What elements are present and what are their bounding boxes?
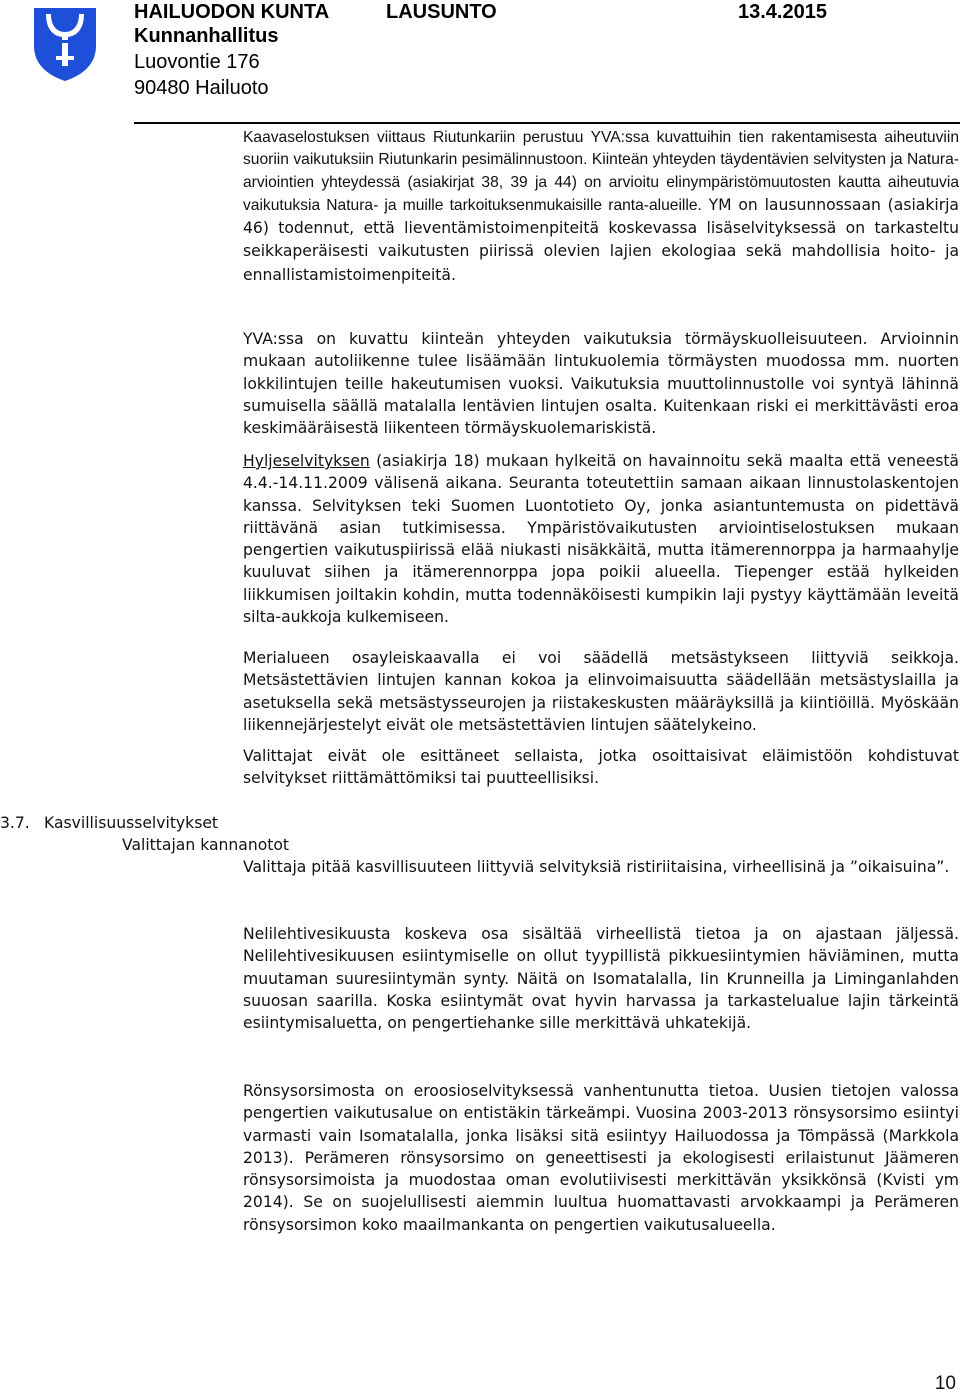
paragraph-riutunkari-part-a: Kaavaselostuksen viittaus Riutunkariin perustuu YVA:ssa kuvattuihin tien rakentamisesta aiheutuviin suoriin vaikutuksiin Riutunkarin pesimälinnustoon. Kiinteän yhteyden täydentävien selvitysten ja Natura-arviointien yhteydessä (asiakirjat 38, 39 ja 44) on arvioitu elinympäristömuutosten kautta aiheutuvia vaikutuksia Natura- ja muille tarkoituksenmukaisille ranta-alueille. <box>243 129 959 214</box>
page-number: 10 <box>934 1373 956 1394</box>
header-divider <box>134 122 960 124</box>
paragraph-collision-mortality: YVA:ssa on kuvattu kiinteän yhteyden vaikutuksia törmäyskuolleisuuteen. Arvioinnin mukaan autoliikenne tulee lisäämään lintukuolemia törmäysten muodossa mm. nuorten lokkilintujen teille hakeutumisen vuoksi. Vaikutuksia muuttolinnustolle voi syntyä lähinnä sumuisella säällä matalalla lentävien lintujen osalta. Kuitenkaan riski ei merkittävästi eroa keskimääräisestä liikenteen törmäyskuolemariskistä. <box>243 330 959 438</box>
paragraph-riutunkari-part-b: YM on lausunnossaan (asiakirja 46) todennut, että lieventämistoimenpiteitä koskevassa lisäselvityksessä on tarkasteltu seikkaperäisesti vaikutusten piirissä olevien lajien ekologiaa sekä mahdollisia hoito- ja ennallistamistoimenpiteitä. <box>243 195 959 284</box>
postal-address: 90480 Hailuoto <box>134 77 269 99</box>
municipal-coat-of-arms-icon <box>32 6 98 82</box>
paragraph-hunting: Merialueen osayleiskaavalla ei voi säädellä metsästykseen liittyviä seikkoja. Metsästettävien lintujen kannan kokoa ja elinvoimaisuutta säädellään metsästyslailla ja asetuksella sekä metsästysseurojen ja riistakeskusten määräyksillä ja kiintiöillä. Myöskään liikennejärjestelyt eivät ole metsästettävien lintujen säätelykeino. <box>243 649 959 734</box>
paragraph-riutunkari <box>243 127 959 287</box>
document-type: LAUSUNTO <box>386 1 497 23</box>
section-title: Kasvillisuusselvitykset <box>44 814 219 832</box>
paragraph-fauna-conclusion: Valittajat eivät ole esittäneet sellaista, jotka osoittaisivat eläimistöön kohdistuvat selvitykset riittämättömiksi tai puutteellisiksi. <box>243 747 959 788</box>
municipality-name: HAILUODON KUNTA <box>134 1 330 23</box>
department-name: Kunnanhallitus <box>134 25 279 47</box>
paragraph-nelilehtivesikuusi: Nelilehtivesikuusta koskeva osa sisältää virheellistä tietoa ja on ajastaan jäljessä. Nelilehtivesikuusen esiintymiselle on ollut tyypillistä pikkuesiintymien häviäminen, mutta muutaman suuresiintymän synty. Näitä on Isomatalalla, Iin Krunneilla ja Liminganlahden suuosan saarilla. Koska esiintymät ovat hyvin harvassa ja tarkastelualue lajin tärkeintä esiintymisaluetta, on pengertiehanke sille merkittävä uhkatekijä. <box>243 925 959 1033</box>
section-number: 3.7. <box>0 814 30 832</box>
paragraph-ronsysorsimo: Rönsysorsimosta on eroosioselvityksessä vanhentunutta tietoa. Uusien tietojen valossa pengertien vaikutusalue on entistäkin tärkeämpi. Vuosina 2003-2013 rönsysorsimo esiintyi varmasti vain Isomatalalla, jonka lisäksi sitä esiintyy Hailuodossa ja Tömpässä (Markkola 2013). Perämeren rönsysorsimo on geneettisesti ja ekologisesti erilaistunut Jäämeren rönsysorsimoista ja muodostaa oman evolutiivisesti merkittävän yksikkönsä (Kvisti ym 2014). Se on suojelullisesti aiemmin luultua huomattavasti arvokkaampi ja Perämeren rönsysorsimon koko maailmankanta on pengertien vaikutusalueella. <box>243 1082 959 1234</box>
paragraph-appellant-claim: Valittaja pitää kasvillisuuteen liittyviä selvityksiä ristiriitaisina, virheellisinä ja ”oikaisuina”. <box>243 858 950 876</box>
paragraph-seal-survey <box>243 450 959 628</box>
seal-survey-text: (asiakirja 18) mukaan hylkeitä on havainnoitu sekä maalta että veneestä 4.4.-14.11.2009 välisenä aikana. Seuranta toteutettiin samaan aikaan linnustolaskentojen kanssa. Selvityksen teki Suomen Luontotieto Oy, jonka asiantuntemusta on pidettävä riittävänä asian tutkimisessa. Ympäristövaikutusten arviointiselostuksen mukaan pengertien vaikutuspiirissä elää niukasti nisäkkäitä, mutta itämerennorppa ja harmaahylje kuuluvat siihen ja itämerennorppa jopa poikii alueella. Tiepenger estää hylkeiden liikkumisen joiltakin kohdin, mutta todennäköisesti kumpikin laji pystyy käyttämään leveitä silta-aukkoja kulkemiseen. <box>243 452 959 627</box>
street-address: Luovontie 176 <box>134 51 260 73</box>
seal-survey-link[interactable]: Hyljeselvityksen <box>243 452 370 470</box>
document-date: 13.4.2015 <box>738 1 827 23</box>
subsection-title: Valittajan kannanotot <box>122 836 290 854</box>
